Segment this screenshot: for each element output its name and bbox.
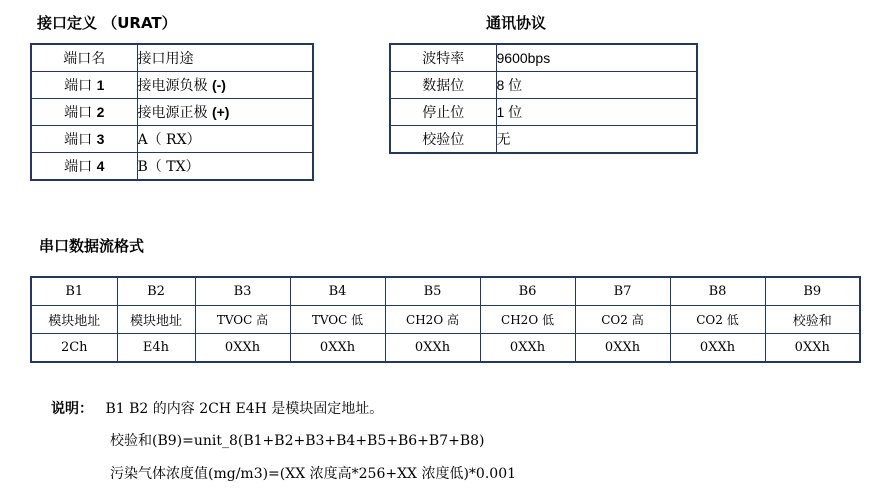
meaning-cell: TVOC 低 [290, 306, 385, 334]
port-cell [31, 153, 137, 181]
usage-text: B（ TX） [137, 159, 200, 175]
protocol-row [390, 126, 697, 154]
byte-cell: B5 [385, 277, 480, 306]
byte-cell: B2 [117, 277, 195, 306]
value-cell: 0XXh [195, 334, 290, 363]
meaning-cell: CO2 低 [670, 306, 765, 334]
meaning-cell: 模块地址 [31, 306, 117, 334]
stream-heading: 串口数据流格式 [39, 237, 145, 255]
port-number: 2 [96, 104, 105, 120]
notes-label: 说明： [51, 401, 93, 417]
protocol-table [389, 43, 698, 154]
notes-line-2: 校验和(B9)=unit_8(B1+B2+B3+B4+B5+B6+B7+B8) [110, 433, 485, 449]
port-cell [31, 72, 137, 99]
value-cell: 2Ch [31, 334, 117, 363]
value-cell: 0XXh [480, 334, 575, 363]
usage-text: 接口用途 [137, 51, 194, 67]
port-label: 端口 [64, 78, 97, 94]
protocol-row [390, 72, 697, 99]
value-cell: 0XXh [385, 334, 480, 363]
stream-table [30, 276, 861, 363]
value-cell: 0XXh [670, 334, 765, 363]
meaning-cell: CO2 高 [575, 306, 670, 334]
port-label: 端口 [64, 105, 97, 121]
usage-polarity: (+) [211, 104, 230, 120]
notes-line-1 [51, 398, 383, 418]
port-label: 端口 [64, 132, 97, 148]
byte-cell: B8 [670, 277, 765, 306]
meaning-cell: 校验和 [765, 306, 860, 334]
protocol-label-cell: 数据位 [390, 72, 496, 99]
usage-cell [137, 153, 313, 181]
interface-row [31, 44, 313, 72]
value-cell: 0XXh [765, 334, 860, 363]
usage-text: 接电源负极 [137, 78, 212, 94]
byte-cell: B7 [575, 277, 670, 306]
stream-bytes-row [31, 277, 860, 306]
port-cell [31, 126, 137, 153]
usage-cell [137, 72, 313, 99]
protocol-row [390, 44, 697, 72]
interface-row [31, 126, 313, 153]
notes-line-3: 污染气体浓度值(mg/m3)=(XX 浓度高*256+XX 浓度低)*0.001 [110, 466, 517, 482]
interface-table [30, 43, 314, 181]
meaning-cell: CH2O 低 [480, 306, 575, 334]
notes-text-1: B1 B2 的内容 2CH E4H 是模块固定地址。 [105, 401, 384, 417]
protocol-label-cell: 停止位 [390, 99, 496, 126]
port-cell [31, 99, 137, 126]
usage-text: 接电源正极 [137, 105, 212, 121]
protocol-value-cell: 8 位 [496, 72, 697, 99]
byte-cell: B1 [31, 277, 117, 306]
protocol-label-cell: 校验位 [390, 126, 496, 154]
protocol-value-cell: 1 位 [496, 99, 697, 126]
value-cell: E4h [117, 334, 195, 363]
port-number: 1 [96, 77, 105, 93]
interface-row [31, 99, 313, 126]
protocol-value-cell: 9600bps [496, 44, 697, 72]
interface-row [31, 153, 313, 181]
usage-cell [137, 99, 313, 126]
usage-text: A（ RX） [137, 132, 201, 148]
port-number: 3 [96, 131, 105, 147]
byte-cell: B4 [290, 277, 385, 306]
stream-values-row [31, 334, 860, 363]
port-label: 端口 [64, 159, 97, 175]
protocol-label-cell: 波特率 [390, 44, 496, 72]
usage-cell [137, 126, 313, 153]
protocol-heading: 通讯协议 [486, 14, 547, 32]
byte-cell: B6 [480, 277, 575, 306]
byte-cell: B9 [765, 277, 860, 306]
interface-row [31, 72, 313, 99]
usage-cell [137, 44, 313, 72]
port-cell [31, 44, 137, 72]
protocol-value-cell: 无 [496, 126, 697, 154]
port-number: 4 [96, 158, 105, 174]
stream-meanings-row [31, 306, 860, 334]
interface-heading: 接口定义 （URAT） [37, 14, 177, 32]
byte-cell: B3 [195, 277, 290, 306]
port-label: 端口名 [63, 51, 106, 67]
value-cell: 0XXh [290, 334, 385, 363]
value-cell: 0XXh [575, 334, 670, 363]
meaning-cell: 模块地址 [117, 306, 195, 334]
protocol-row [390, 99, 697, 126]
meaning-cell: CH2O 高 [385, 306, 480, 334]
usage-polarity: (-) [211, 77, 226, 93]
meaning-cell: TVOC 高 [195, 306, 290, 334]
